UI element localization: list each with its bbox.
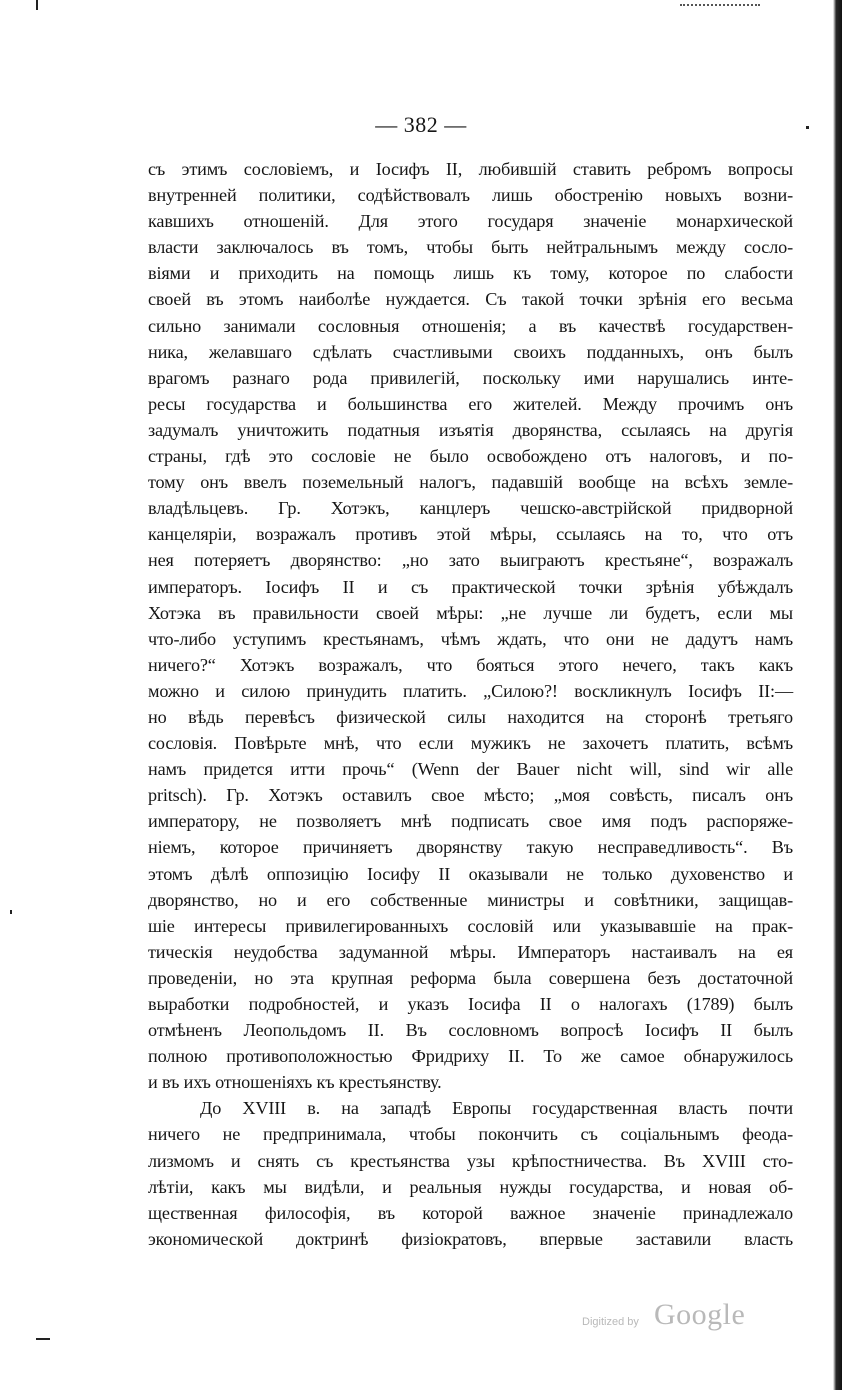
text-line: лѣтіи, какъ мы видѣли, и реальныя нужды государства, и новая об-	[148, 1176, 793, 1197]
text-line: и въ ихъ отношеніяхъ къ крестьянству.	[148, 1072, 442, 1093]
text-line: императору, не позволяетъ мнѣ подписать свое имя подъ распоряже-	[148, 811, 793, 832]
text-line: страны, гдѣ это сословіе не было освобождено отъ налоговъ, и по-	[148, 446, 793, 467]
text-line: съ этимъ сословіемъ, и Іосифъ II, любившій ставить ребромъ вопросы	[148, 159, 793, 179]
paragraph	[148, 156, 793, 1095]
watermark-prefix: Digitized by	[582, 1316, 639, 1328]
paragraph	[148, 1095, 793, 1252]
text-line: ніемъ, которое причиняетъ дворянству такую несправедливость“. Въ	[148, 837, 793, 858]
scan-edge-mark	[36, 0, 38, 10]
text-line: но вѣдь перевѣсъ физической силы находится на сторонѣ третьяго	[148, 706, 793, 727]
text-line: канцеляріи, возражалъ противъ этой мѣры, ссылаясь на то, что отъ	[148, 524, 793, 545]
text-line: pritsch). Гр. Хотэкъ оставилъ свое мѣсто; „моя совѣсть, писалъ онъ	[148, 785, 793, 806]
text-line: ника, желавшаго сдѣлать счастливыми своихъ подданныхъ, онъ былъ	[148, 341, 793, 362]
text-line: ресы государства и большинства его жителей. Между прочимъ онъ	[148, 393, 793, 414]
text-line: щественная философія, въ которой важное значеніе принадлежало	[148, 1202, 793, 1223]
text-line: можно и силою принудить платить. „Силою?! воскликнулъ Іосифъ II:—	[148, 680, 793, 701]
text-line: тическія неудобства задуманной мѣры. Императоръ настаивалъ на ея	[148, 941, 793, 962]
text-line: Хотэка въ правильности своей мѣры: „не лучше ли будетъ, если мы	[148, 602, 793, 623]
text-line: До XVIII в. на западѣ Европы государственная власть почти	[200, 1098, 793, 1119]
text-line: владѣльцевъ. Гр. Хотэкъ, канцлеръ чешско-австрійской придворной	[148, 498, 793, 519]
text-line: ничего?“ Хотэкъ возражалъ, что бояться этого нечего, такъ какъ	[148, 654, 793, 675]
text-line: власти заключалось въ томъ, чтобы быть нейтральнымъ между сосло-	[148, 237, 793, 258]
page-number: — 382 —	[375, 112, 467, 137]
text-line: своей въ этомъ наиболѣе нуждается. Съ такой точки зрѣнія его весьма	[148, 289, 793, 310]
text-line: императоръ. Іосифъ II и съ практической точки зрѣнія убѣждалъ	[148, 576, 793, 597]
text-line: задумалъ уничтожить податныя изъятія дворянства, ссылаясь на другія	[148, 419, 793, 440]
text-line: кавшихъ отношеній. Для этого государя значеніе монархической	[148, 211, 793, 232]
scan-top-dots	[680, 0, 760, 6]
text-line: сословія. Повѣрьте мнѣ, что если мужикъ не захочетъ платить, всѣмъ	[148, 733, 793, 754]
scan-right-edge	[833, 0, 842, 1390]
text-line: лизмомъ и снять съ крестьянства узы крѣпостничества. Въ XVIII сто-	[148, 1150, 793, 1171]
text-line: внутренней политики, содѣйствовалъ лишь обостренію новыхъ возни-	[148, 185, 793, 206]
text-line: дворянство, но и его собственные министры и совѣтники, защищав-	[148, 889, 793, 910]
scan-speck	[10, 910, 12, 914]
text-line: экономической доктринѣ физіократовъ, впервые заставили власть	[148, 1228, 793, 1249]
text-line: врагомъ разнаго рода привилегій, поскольку ими нарушались инте-	[148, 367, 793, 388]
text-line: полною противоположностью Фридриху II. То же самое обнаружилось	[148, 1046, 793, 1067]
text-line: тому онъ ввелъ поземельный налогъ, падавшій вообще на всѣхъ земле-	[148, 472, 793, 493]
body-text	[148, 156, 793, 1252]
text-line: проведеніи, но эта крупная реформа была совершена безъ достаточной	[148, 967, 793, 988]
text-line: отмѣненъ Леопольдомъ II. Въ сословномъ вопросѣ Іосифъ II былъ	[148, 1020, 793, 1041]
text-line: віями и приходить на помощь лишь къ тому, которое по слабости	[148, 263, 793, 284]
text-line: ничего не предпринимала, чтобы покончить съ соціальнымъ феода-	[148, 1124, 793, 1145]
text-line: сильно занимали сословныя отношенія; а въ качествѣ государствен-	[148, 315, 793, 336]
text-line: нея потеряетъ дворянство: „но зато выиграютъ крестьяне“, возражалъ	[148, 550, 793, 571]
google-watermark	[582, 1298, 782, 1338]
watermark-brand: Google	[654, 1298, 746, 1331]
scan-speck	[36, 1338, 50, 1340]
text-line: выработки подробностей, и указъ Іосифа II о налогахъ (1789) былъ	[148, 994, 793, 1014]
text-line: что-либо уступимъ крестьянамъ, чѣмъ ждать, что они не дадутъ намъ	[148, 628, 793, 649]
text-line: шіе интересы привилегированныхъ сословій или указывавшіе на прак-	[148, 915, 793, 936]
text-line: намъ придется итти прочь“ (Wenn der Bauer nicht will, sind wir alle	[148, 759, 793, 780]
text-line: этомъ дѣлѣ оппозицію Іосифу II оказывали не только духовенство и	[148, 863, 793, 884]
